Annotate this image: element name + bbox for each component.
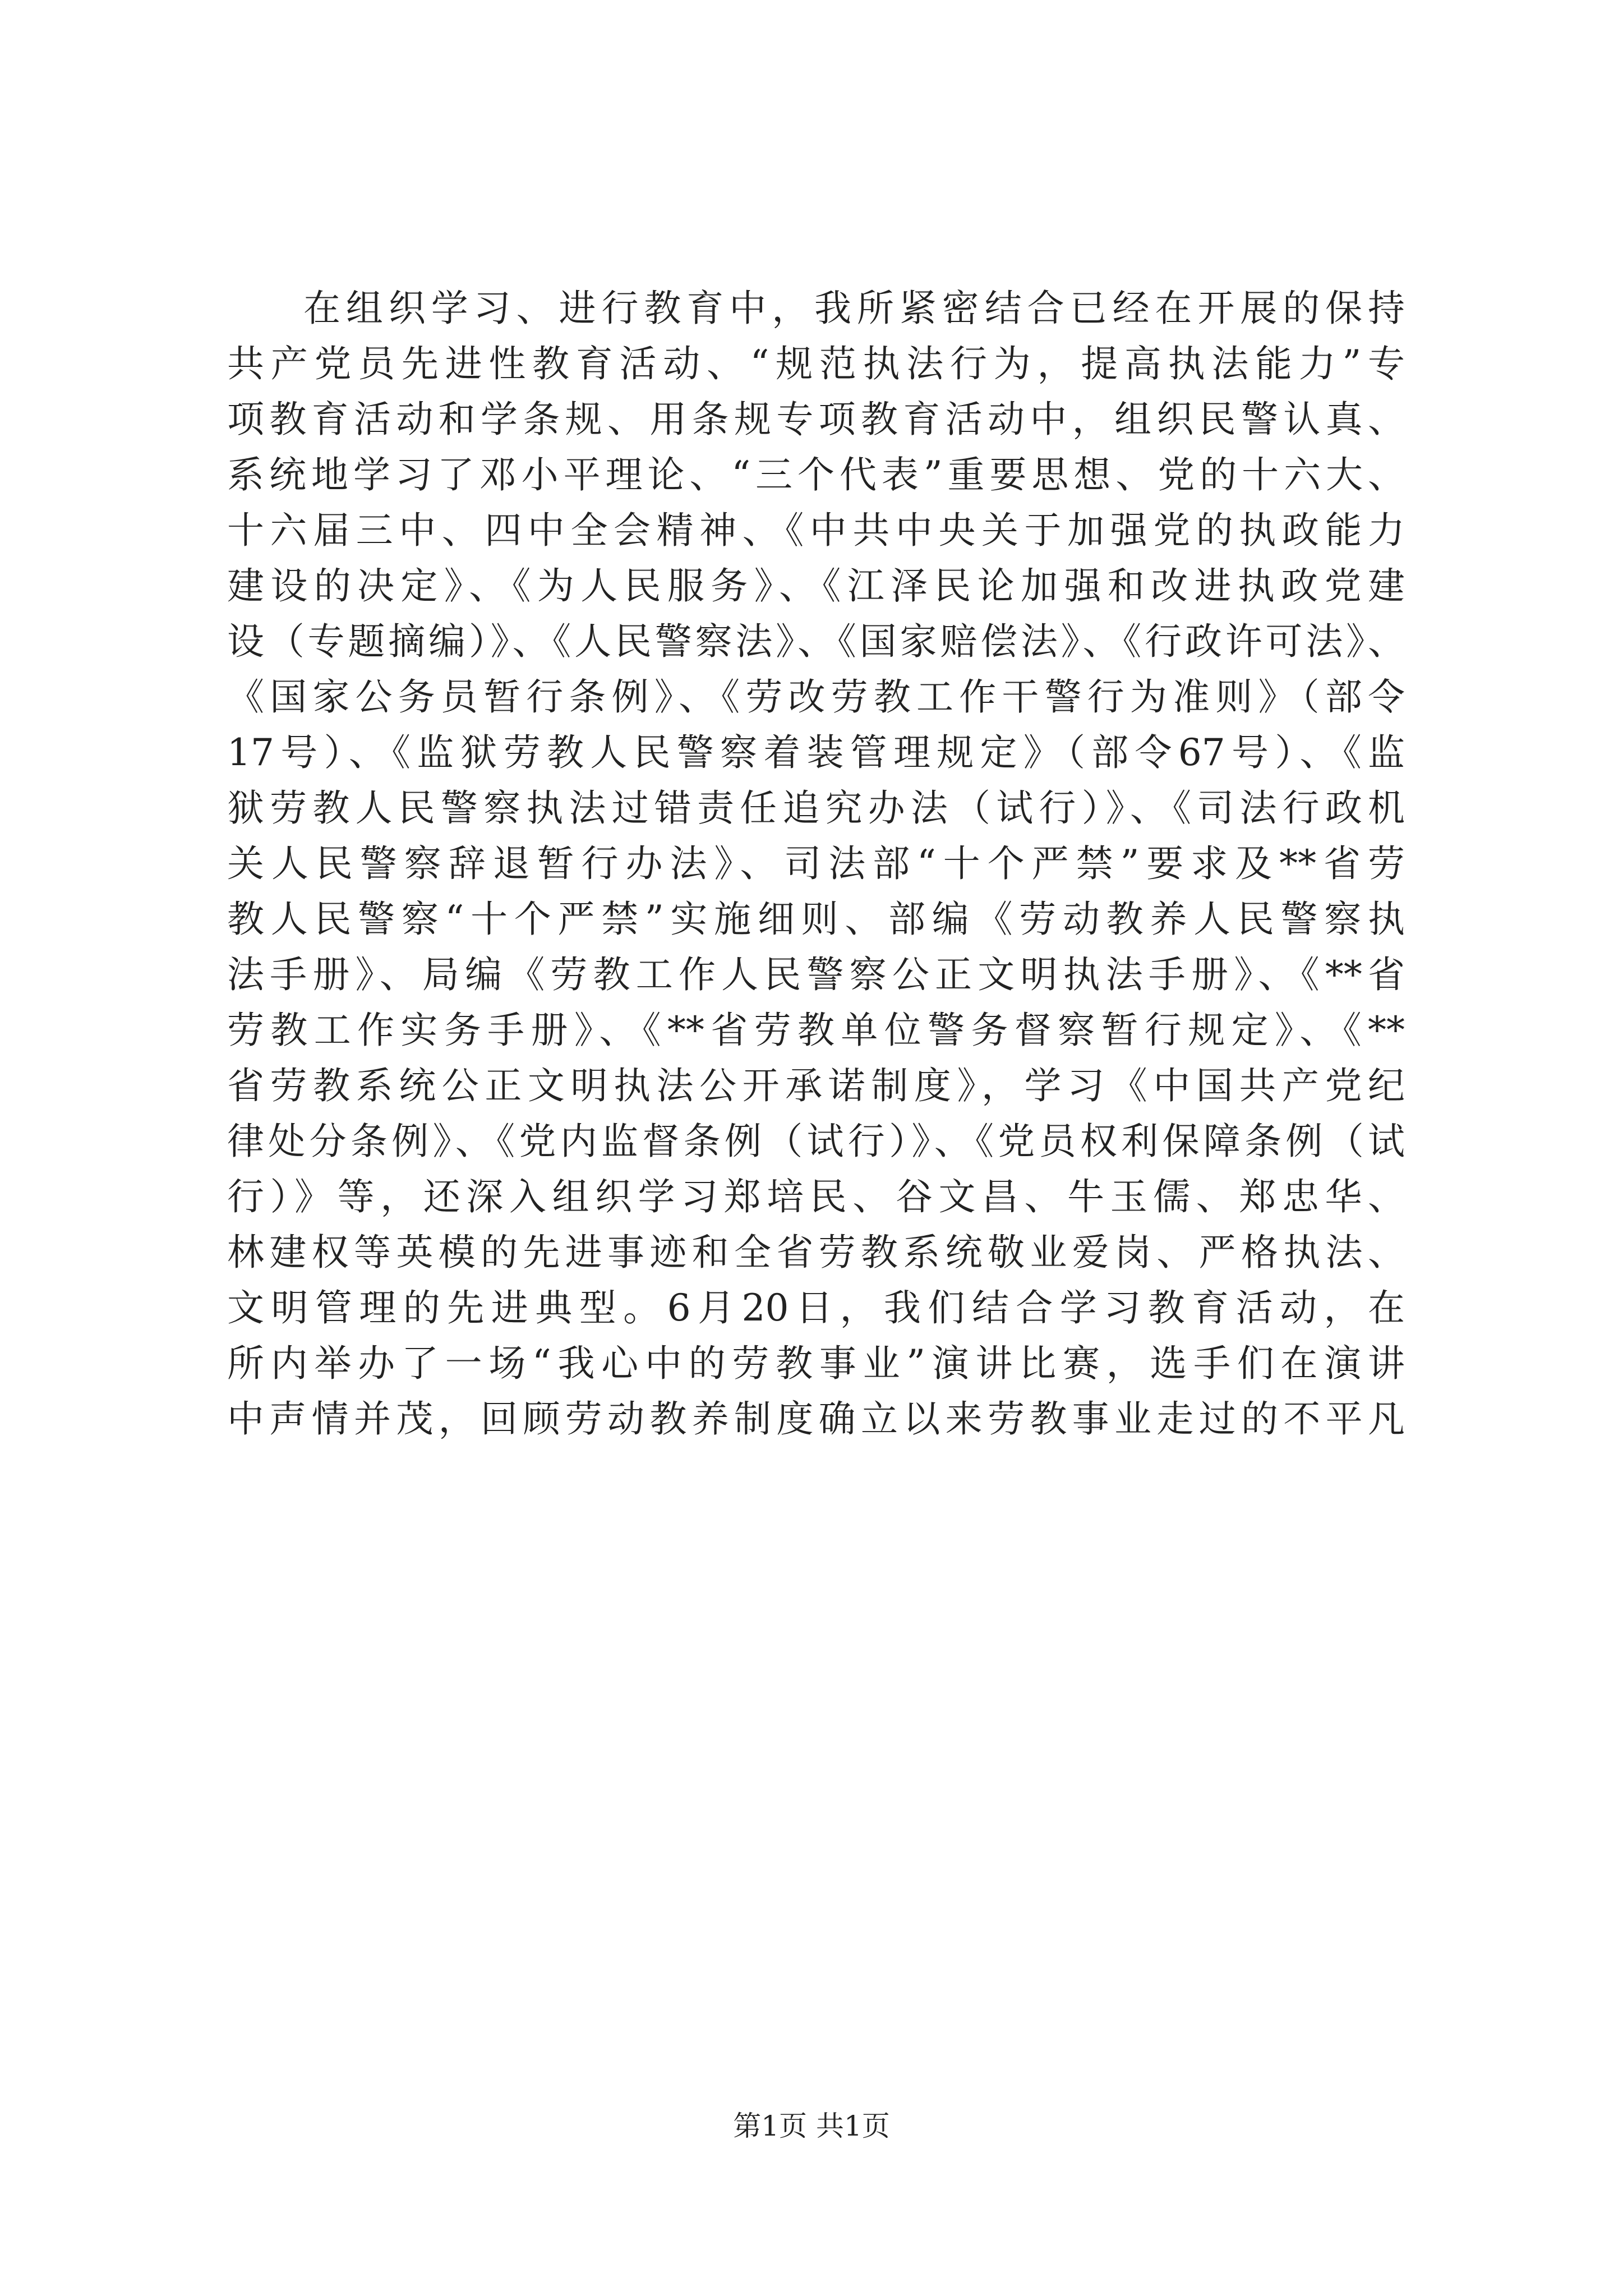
page-number-label: 第1页 共1页 — [733, 2110, 890, 2142]
text-line: 省劳教系统公正文明执法公开承诺制度》，学习《中国共产党纪 — [227, 1064, 1405, 1107]
text-line: 律处分条例》、《党内监督条例（试行）》、《党员权利保障条例（试 — [227, 1120, 1405, 1163]
text-line: 劳教工作实务手册》、《**省劳教单位警务督察暂行规定》、《** — [227, 1009, 1405, 1052]
text-line: 系统地学习了邓小平理论、“三个代表”重要思想、党的十六大、 — [227, 453, 1405, 496]
text-line: 文明管理的先进典型。6月20日，我们结合学习教育活动，在 — [227, 1286, 1405, 1329]
text-line: 设（专题摘编）》、《人民警察法》、《国家赔偿法》、《行政许可法》、 — [227, 620, 1405, 663]
text-line: 17号）、《监狱劳教人民警察着装管理规定》（部令67号）、《监 — [227, 731, 1405, 774]
text-line: 项教育活动和学条规、用条规专项教育活动中，组织民警认真、 — [227, 398, 1405, 441]
text-line: 《国家公务员暂行条例》、《劳改劳教工作干警行为准则》（部令 — [227, 675, 1405, 719]
text-line: 行）》等，还深入组织学习郑培民、谷文昌、牛玉儒、郑忠华、 — [227, 1175, 1405, 1218]
text-line: 建设的决定》、《为人民服务》、《江泽民论加强和改进执政党建 — [227, 564, 1405, 608]
text-line: 在组织学习、进行教育中，我所紧密结合已经在开展的保持 — [303, 287, 1405, 330]
text-line: 中声情并茂，回顾劳动教养制度确立以来劳教事业走过的不平凡 — [227, 1397, 1405, 1441]
page-footer — [0, 2104, 1623, 2144]
text-line: 关人民警察辞退暂行办法》、司法部“十个严禁”要求及**省劳 — [227, 842, 1405, 885]
text-line: 教人民警察“十个严禁”实施细则、部编《劳动教养人民警察执 — [227, 898, 1405, 941]
text-line: 十六届三中、四中全会精神、《中共中央关于加强党的执政能力 — [227, 509, 1405, 552]
text-line: 共产党员先进性教育活动、“规范执法行为，提高执法能力”专 — [227, 342, 1405, 385]
text-line: 所内举办了一场“我心中的劳教事业”演讲比赛，选手们在演讲 — [227, 1342, 1405, 1385]
text-line: 法手册》、局编《劳教工作人民警察公正文明执法手册》、《**省 — [227, 953, 1405, 996]
body-paragraph — [227, 280, 1405, 1447]
text-line: 林建权等英模的先进事迹和全省劳教系统敬业爱岗、严格执法、 — [227, 1231, 1405, 1274]
text-line: 狱劳教人民警察执法过错责任追究办法（试行）》、《司法行政机 — [227, 786, 1405, 830]
